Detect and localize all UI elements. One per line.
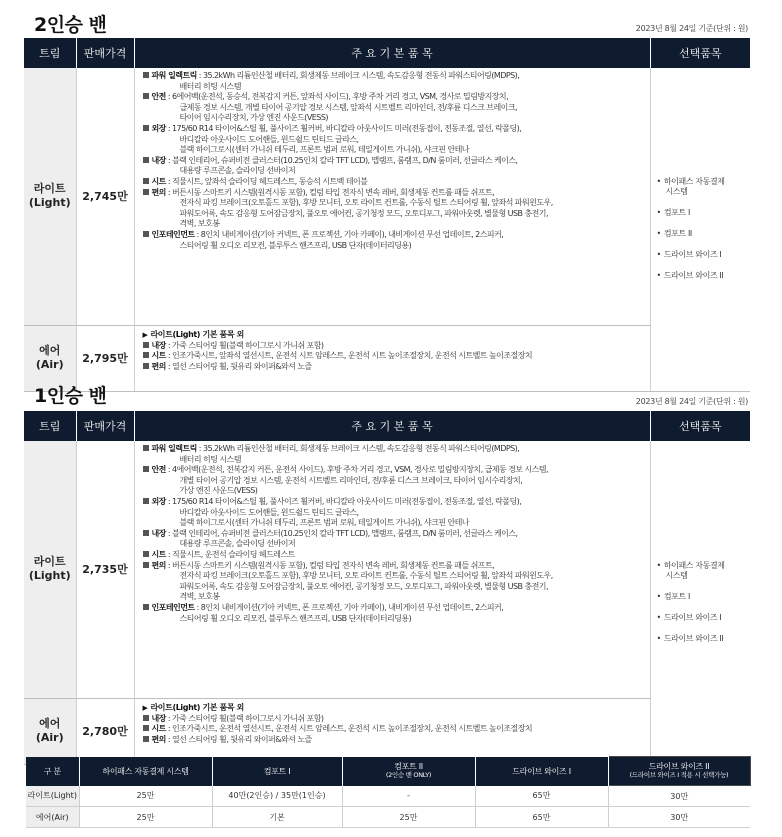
column-header: 판매가격 — [76, 411, 134, 441]
feature-list — [134, 441, 650, 698]
feature-text: : 블랙 인테리어, 슈퍼비전 클러스터(10.25인치 칼라 TFT LCD), 맵램프, 룸램프, D/N 룸미러, 선글라스 케이스, — [165, 155, 518, 165]
feature-text: 파워도어록, 속도 감응형 도어잠금장치, 풀오토 에어컨, 공기청정 모드, 오토디포그, 파워아웃렛, 별물형 USB 충전기, — [179, 208, 548, 218]
summary-column-header — [475, 757, 608, 786]
bullet-icon: • — [656, 177, 661, 187]
option-item — [657, 250, 751, 260]
summary-row — [26, 786, 750, 807]
feature-category: 내장 — [151, 713, 166, 723]
feature-text: : 직물시트, 운전석 슬라이딩 헤드레스트 — [165, 549, 295, 559]
trim-name-line: (Light) — [28, 196, 71, 210]
feature-text: 스티어링 휠 오디오 리모컨, 블루투스 핸즈프리, USB 단자(데이터리딩용) — [179, 240, 412, 250]
square-bullet-icon — [143, 604, 149, 610]
summary-header-main: 컴포트 I — [263, 766, 291, 776]
column-header: 선택품목 — [650, 38, 750, 68]
price-table-1seat — [24, 411, 750, 765]
summary-cell: 65만 — [475, 807, 608, 828]
feature-line — [143, 518, 644, 529]
feature-text: : 인조가죽시트, 운전석 열선시트, 운전석 시트 암레스트, 운전석 시트 높이조절장치, 운전석 시트벨트 높이조절장치 — [165, 724, 533, 734]
feature-text: 스티어링 휠 오디오 리모컨, 블루투스 핸즈프리, USB 단자(데이터리딩용) — [179, 613, 412, 623]
option-name: 하이패스 자동결제 — [663, 177, 725, 187]
column-header: 주 요 기 본 품 목 — [134, 38, 650, 68]
feature-text: : 인조가죽시트, 앞좌석 열선시트, 운전석 시트 암레스트, 운전석 시트 높이조절장치, 운전석 시트벨트 높이조절장치 — [165, 351, 533, 361]
summary-column-header — [342, 757, 475, 786]
trim-row — [24, 441, 750, 698]
column-header: 판매가격 — [76, 38, 134, 68]
feature-line — [143, 113, 644, 124]
feature-category: 안전 — [151, 92, 166, 102]
trim-name-line: 라이트 — [33, 182, 66, 196]
price-date-note: 2023년 8월 24일 기준(단위 : 원) — [635, 397, 748, 406]
square-bullet-icon — [143, 342, 149, 348]
feature-text: : 4에어백(운전석, 전복감지 커튼, 운전석 사이드), 후방 주차 거리 경고, VSM, 경사로 밀림방지장치, 급제동 경보 시스템, — [165, 465, 548, 475]
summary-column-header — [26, 757, 79, 786]
feature-line — [143, 529, 644, 540]
option-item — [657, 561, 751, 581]
feature-text: 블랙 하이그로시(센터 가니쉬 테두리, 프론트 범퍼 로워, 테일게이트 가니쉬), 샤크핀 안테나 — [179, 518, 469, 528]
trim-name — [24, 68, 76, 325]
feature-text: 대용량 루프콘솔, 슬라이딩 선바이저 — [179, 166, 296, 176]
feature-line — [143, 455, 644, 466]
summary-column-header — [608, 757, 750, 786]
column-header: 트림 — [24, 411, 76, 441]
feature-category: 편의 — [151, 734, 166, 744]
summary-header-main: 컴포트 II — [394, 762, 423, 771]
feature-line — [143, 486, 644, 497]
feature-text: : 가죽 스티어링 휠(블랙 하이그로시 가니쉬 포함) — [165, 713, 324, 723]
price-date-note: 2023년 8월 24일 기준(단위 : 원) — [635, 24, 748, 33]
summary-cell: 25만 — [79, 807, 212, 828]
feature-line — [143, 341, 644, 352]
feature-line — [143, 508, 644, 519]
trim-price: 2,780만 — [76, 698, 134, 764]
trim-row — [24, 68, 750, 325]
feature-line — [143, 714, 644, 725]
feature-category: 편의 — [151, 560, 166, 570]
trim-price: 2,745만 — [76, 68, 134, 325]
option-name: 컴포트 I — [663, 208, 690, 218]
summary-header-sub: (드라이브 와이즈 I 적용 시 선택가능) — [629, 771, 729, 779]
price-table-2seat — [24, 38, 750, 392]
trim-name-line: (Air) — [35, 731, 64, 744]
trim-name — [24, 698, 76, 764]
feature-text: : 직물시트, 앞좌석 슬라이딩 헤드레스트, 동승석 시트백 테이블 — [165, 176, 368, 186]
feature-text: 파워도어록, 속도 감응형 도어잠금장치, 풀오토 에어컨, 공기청정 모드, 오토디포그, 파워아웃렛, 별물형 USB 충전기, — [179, 581, 548, 591]
option-name: 드라이브 와이즈 I — [663, 612, 722, 622]
feature-text: : 열선 스티어링 휠, 뒷유리 와이퍼&와셔 노즐 — [165, 734, 312, 744]
summary-cell: 25만 — [79, 786, 212, 807]
summary-header-main: 드라이브 와이즈 I — [512, 766, 571, 776]
trim-name-line: (Air) — [35, 358, 64, 371]
feature-line — [143, 497, 644, 508]
feature-line — [143, 135, 644, 146]
square-bullet-icon — [143, 562, 149, 568]
feature-line — [143, 82, 644, 93]
feature-line — [143, 550, 644, 561]
option-name: 시스템 — [665, 187, 688, 197]
square-bullet-icon — [143, 178, 149, 184]
triangle-icon: ▶ — [142, 703, 148, 712]
feature-line — [143, 465, 644, 476]
square-bullet-icon — [143, 736, 149, 742]
trim-name-line: 라이트 — [33, 555, 66, 569]
summary-column-header — [212, 757, 342, 786]
feature-text: : 6에어백(운전석, 동승석, 전복감지 커튼, 앞좌석 사이드), 후방 주차 거리 경고, VSM, 경사로 밀림방지장치, — [165, 92, 509, 102]
feature-line — [143, 166, 644, 177]
feature-text: : 8인치 내비게이션(기아 커넥트, 폰 프로젝션, 기아 카페이), 내비게이션 무선 업데이트, 2스피커, — [194, 229, 504, 239]
bullet-icon: • — [656, 229, 661, 239]
trim-price: 2,735만 — [76, 441, 134, 698]
feature-line — [143, 188, 644, 199]
feature-line — [143, 724, 644, 735]
bullet-icon: • — [656, 591, 661, 601]
summary-header-row — [26, 757, 750, 786]
trim-name-line: 에어 — [39, 344, 61, 357]
trim-name-line: (Light) — [28, 569, 71, 583]
trim-price: 2,795만 — [76, 325, 134, 391]
feature-line — [143, 230, 644, 241]
feature-text: 전자식 파킹 브레이크(오토홀드 포함), 후방 모니터, 오토 라이트 컨트롤, 수동식 틸트 스티어링 휠, 앞좌석 파워윈도우, — [179, 198, 553, 208]
option-item — [657, 177, 751, 197]
summary-header-sub: (2인승 밴 ONLY) — [385, 771, 432, 779]
feature-text: : 35.2kWh 리튬인산철 배터리, 회생제동 브레이크 시스템, 속도감응형 전동식 파워스티어링(MDPS), — [196, 444, 520, 453]
feature-category: 편의 — [151, 187, 166, 197]
feature-category: 시트 — [151, 549, 166, 559]
summary-row-label: 에어(Air) — [26, 807, 79, 828]
square-bullet-icon — [143, 231, 149, 237]
summary-cell: - — [342, 786, 475, 807]
feature-category: 내장 — [151, 340, 166, 350]
feature-line — [143, 362, 644, 373]
option-list — [650, 68, 750, 391]
feature-list — [134, 325, 650, 391]
bullet-icon: • — [656, 633, 661, 643]
triangle-icon: ▶ — [142, 330, 148, 339]
feature-text: 배터리 히팅 시스템 — [179, 81, 241, 91]
square-bullet-icon — [143, 551, 149, 557]
option-name: 컴포트 I — [663, 591, 690, 601]
feature-line — [143, 735, 644, 746]
feature-text: : 가죽 스티어링 휠(블랙 하이그로시 가니쉬 포함) — [165, 340, 324, 350]
feature-text: 바디칼라 아웃사이드 도어핸들, 윈드쉴드 틴티드 글라스, — [179, 134, 359, 144]
feature-line — [143, 571, 644, 582]
header-row — [24, 38, 750, 68]
feature-line — [143, 592, 644, 603]
feature-text: : 버튼시동 스마트키 시스템(원격시동 포함), 컬럼 타입 전자식 변속 레버, 회생제동 컨트롤 패들 쉬프트, — [165, 560, 495, 570]
feature-text: 배터리 히팅 시스템 — [179, 454, 241, 464]
bullet-icon: • — [656, 271, 661, 281]
feature-line — [143, 476, 644, 487]
option-price-table — [26, 756, 751, 828]
feature-line — [143, 603, 644, 614]
feature-line — [143, 209, 644, 220]
summary-cell: 30만 — [608, 807, 750, 828]
column-header: 주 요 기 본 품 목 — [134, 411, 650, 441]
square-bullet-icon — [143, 445, 149, 451]
square-bullet-icon — [143, 725, 149, 731]
column-header: 트림 — [24, 38, 76, 68]
feature-line — [143, 71, 644, 82]
option-item — [657, 229, 751, 239]
square-bullet-icon — [143, 352, 149, 358]
option-name: 드라이브 와이즈 I — [663, 250, 722, 260]
summary-row — [26, 807, 750, 828]
feature-text: 타이어 임시수리장치, 가상 엔진 사운드(VESS) — [179, 113, 328, 123]
summary-cell: 기본 — [212, 807, 342, 828]
feature-category: 파워 일렉트릭 — [151, 444, 197, 453]
option-name: 드라이브 와이즈 II — [663, 633, 724, 643]
square-bullet-icon — [143, 530, 149, 536]
bullet-icon: • — [656, 612, 661, 622]
feature-line — [143, 241, 644, 252]
summary-header-main: 구 분 — [43, 766, 61, 776]
feature-line — [143, 156, 644, 167]
trim-row — [24, 698, 750, 764]
feature-category: 안전 — [151, 465, 166, 475]
feature-line — [143, 124, 644, 135]
summary-header-main: 드라이브 와이즈 II — [648, 762, 710, 771]
option-name: 드라이브 와이즈 II — [663, 271, 724, 281]
feature-line — [143, 561, 644, 572]
square-bullet-icon — [143, 189, 149, 195]
option-list — [650, 441, 750, 764]
feature-category: 파워 일렉트릭 — [151, 71, 197, 80]
feature-category: 외장 — [151, 496, 166, 506]
feature-text: : 175/60 R14 타이어&스틸 휠, 풀사이즈 휠커버, 바디칼라 아웃사이드 미러(전동접이, 전동조절, 열선, 락폴딩), — [165, 123, 522, 133]
option-item — [657, 208, 751, 218]
square-bullet-icon — [143, 72, 149, 78]
bullet-icon: • — [656, 560, 661, 570]
feature-category: 편의 — [151, 361, 166, 371]
square-bullet-icon — [143, 363, 149, 369]
summary-row-label: 라이트(Light) — [26, 786, 79, 807]
feature-category: 내장 — [151, 528, 166, 538]
feature-text: 격벽, 보호봉 — [179, 219, 220, 229]
feature-line — [143, 198, 644, 209]
feature-heading — [143, 329, 644, 341]
square-bullet-icon — [143, 93, 149, 99]
square-bullet-icon — [143, 715, 149, 721]
feature-text: 개별 타이어 공기압 경보 시스템, 운전석 시트벨트 리마인더, 전/후륜 디스크 브레이크, 타이어 임시수리장치, — [179, 475, 523, 485]
feature-line — [143, 219, 644, 230]
feature-line — [143, 444, 644, 455]
feature-list — [134, 698, 650, 764]
feature-heading-text: 라이트(Light) 기본 품목 외 — [150, 329, 244, 339]
feature-line — [143, 614, 644, 625]
feature-text: : 8인치 내비게이션(기아 커넥트, 폰 프로젝션, 기아 카페이), 내비게이션 무선 업데이트, 2스피커, — [194, 602, 504, 612]
feature-category: 시트 — [151, 176, 166, 186]
feature-text: 전자식 파킹 브레이크(오토홀드 포함), 후방 모니터, 오토 라이트 컨트롤, 수동식 틸트 스티어링 휠, 앞좌석 파워윈도우, — [179, 571, 553, 581]
feature-text: : 35.2kWh 리튬인산철 배터리, 회생제동 브레이크 시스템, 속도감응형 전동식 파워스티어링(MDPS), — [196, 71, 520, 80]
square-bullet-icon — [143, 466, 149, 472]
option-item — [657, 592, 751, 602]
feature-list — [134, 68, 650, 325]
option-name: 컴포트 II — [663, 229, 692, 239]
feature-text: 급제동 경보 시스템, 개별 타이어 공기압 경보 시스템, 앞좌석 시트벨트 리마인더, 전/후륜 디스크 브레이크, — [179, 102, 517, 112]
summary-header-main: 하이패스 자동결제 시스템 — [102, 766, 189, 776]
feature-text: : 버튼시동 스마트키 시스템(원격시동 포함), 컬럼 타입 전자식 변속 레버, 회생제동 컨트롤 패들 쉬프트, — [165, 187, 495, 197]
summary-cell: 65만 — [475, 786, 608, 807]
feature-category: 인포테인먼트 — [151, 602, 195, 612]
section-title: 2인승 밴 — [34, 14, 107, 36]
option-name: 시스템 — [665, 570, 688, 580]
column-header: 선택품목 — [650, 411, 750, 441]
feature-text: 블랙 하이그로시(센터 가니쉬 테두리, 프론트 범퍼 로워, 테일게이트 가니쉬), 샤크핀 안테나 — [179, 145, 469, 155]
trim-name-line: 에어 — [39, 717, 61, 730]
trim-row — [24, 325, 750, 391]
feature-text: : 175/60 R14 타이어&스틸 휠, 풀사이즈 휠커버, 바디칼라 아웃사이드 미러(전동접이, 전동조절, 열선, 락폴딩), — [165, 496, 522, 506]
feature-category: 시트 — [151, 724, 166, 734]
feature-category: 인포테인먼트 — [151, 229, 195, 239]
feature-text: 가상 엔진 사운드(VESS) — [179, 486, 258, 496]
feature-line — [143, 92, 644, 103]
square-bullet-icon — [143, 498, 149, 504]
option-item — [657, 613, 751, 623]
feature-category: 외장 — [151, 123, 166, 133]
feature-heading-text: 라이트(Light) 기본 품목 외 — [150, 702, 244, 712]
summary-cell: 40만(2인승) / 35만(1인승) — [212, 786, 342, 807]
option-item — [657, 634, 751, 644]
feature-text: 격벽, 보호봉 — [179, 592, 220, 602]
feature-heading — [143, 702, 644, 714]
feature-text: : 블랙 인테리어, 슈퍼비전 클러스터(10.25인치 칼라 TFT LCD), 맵램프, 룸램프, D/N 룸미러, 선글라스 케이스, — [165, 528, 518, 538]
feature-text: 바디칼라 아웃사이드 도어핸들, 윈드쉴드 틴티드 글라스, — [179, 507, 359, 517]
option-name: 하이패스 자동결제 — [663, 560, 725, 570]
feature-line — [143, 351, 644, 362]
summary-cell: 30만 — [608, 786, 750, 807]
section-title: 1인승 밴 — [34, 385, 107, 407]
feature-line — [143, 145, 644, 156]
header-row — [24, 411, 750, 441]
feature-category: 내장 — [151, 155, 166, 165]
feature-line — [143, 539, 644, 550]
bullet-icon: • — [656, 208, 661, 218]
trim-name — [24, 441, 76, 698]
bullet-icon: • — [656, 250, 661, 260]
summary-cell: 25만 — [342, 807, 475, 828]
feature-line — [143, 177, 644, 188]
summary-column-header — [79, 757, 212, 786]
feature-category: 시트 — [151, 351, 166, 361]
feature-text: 대용량 루프콘솔, 슬라이딩 선바이저 — [179, 539, 296, 549]
option-item — [657, 271, 751, 281]
feature-line — [143, 103, 644, 114]
square-bullet-icon — [143, 125, 149, 131]
feature-line — [143, 582, 644, 593]
square-bullet-icon — [143, 157, 149, 163]
feature-text: : 열선 스티어링 휠, 뒷유리 와이퍼&와셔 노즐 — [165, 361, 312, 371]
